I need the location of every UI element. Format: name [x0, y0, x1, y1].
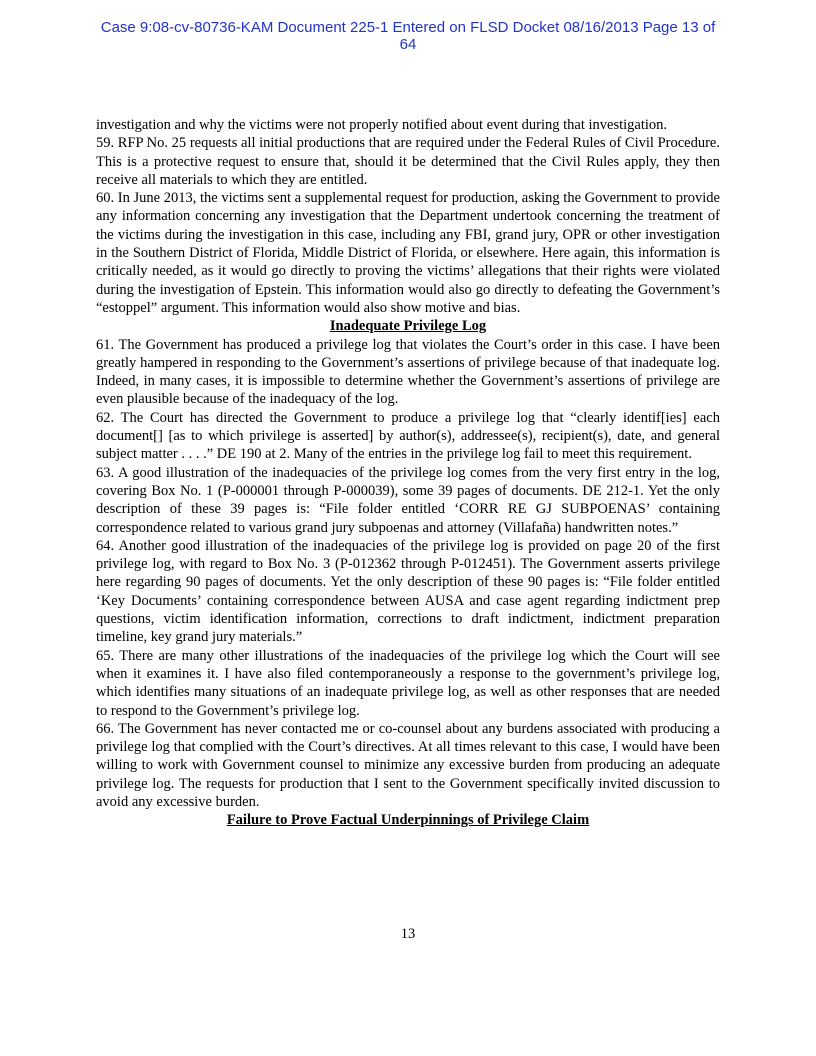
section-heading-failure-to-prove: Failure to Prove Factual Underpinnings of Privilege Claim [226, 812, 590, 829]
paragraph-65: 65. There are many other illustrations of the inadequacies of the privilege log which the Court will see when it examines it. I have also filed contemporaneously a response to the government’s privilege log, which identifies many situations of an inadequate privilege log, as well as other responses that are needed to respond to the Government’s privilege log. [96, 647, 720, 719]
section-heading-inadequate-privilege-log: Inadequate Privilege Log [329, 318, 487, 335]
page-number: 13 [400, 926, 416, 942]
paragraph-64: 64. Another good illustration of the inadequacies of the privilege log is provided on page 20 of the first privilege log, with regard to Box No. 3 (P-012362 through P-012451). The Government asserts privilege here regarding 90 pages of documents. Yet the only description of these 90 pages is: “File folder entitled ‘Key Documents’ containing correspondence between AUSA and case agent regarding indictment prep questions, victim identification information, corrections to draft indictment, indictment preparation timeline, key grand jury materials.” [96, 537, 720, 646]
paragraph-60: 60. In June 2013, the victims sent a supplemental request for production, asking the Government to provide any information concerning any investigation that the Department undertook concerning the treatment of the victims during the investigation in this case, including any FBI, grand jury, OPR or other investigation in the Southern District of Florida, Middle District of Florida, or elsewhere. Here again, this information is critically needed, as it would go directly to proving the victims’ allegations that their rights were violated during the investigation of Epstein. This information would also go directly to defeating the Government’s “estoppel” argument. This information would also show motive and bias. [96, 190, 720, 316]
docket-header-line-1: Case 9:08-cv-80736-KAM Document 225-1 Entered on FLSD Docket 08/16/2013 Page 13 of [100, 19, 716, 36]
paragraph-63: 63. A good illustration of the inadequacies of the privilege log comes from the very first entry in the log, covering Box No. 1 (P-000001 through P-000039), some 39 pages of documents. DE 212-1. Yet the only description of these 39 pages is: “File folder entitled ‘CORR RE GJ SUBPOENAS’ containing correspondence related to various grand jury subpoenas and attorney (Villafaña) handwritten notes.” [96, 464, 720, 536]
docket-header [40, 19, 776, 53]
paragraph-62: 62. The Court has directed the Government to produce a privilege log that “clearly identif[ies] each document[] [as to which privilege is asserted] by author(s), addressee(s), recipient(s), date, and general subject matter . . . .” DE 190 at 2. Many of the entries in the privilege log fail to meet this requirement. [96, 409, 720, 463]
paragraph-continuation: investigation and why the victims were not properly notified about event during that investigation. [96, 117, 668, 133]
paragraph-61: 61. The Government has produced a privilege log that violates the Court’s order in this case. I have been greatly hampered in responding to the Government’s assertions of privilege because of that inadequate log. Indeed, in many cases, it is impossible to determine whether the Government’s assertions of privilege are even plausible because of the inadequacy of the log. [96, 336, 720, 408]
paragraph-66: 66. The Government has never contacted me or co-counsel about any burdens associated with producing a privilege log that complied with the Court’s directives. At all times relevant to this case, I would have been willing to work with Government counsel to minimize any excessive burden from producing an adequate privilege log. The requests for production that I sent to the Government specifically invited discussion to avoid any excessive burden. [96, 720, 720, 810]
paragraph-59: 59. RFP No. 25 requests all initial productions that are required under the Federal Rules of Civil Procedure. This is a protective request to ensure that, should it be determined that the Civil Rules apply, they then receive all materials to which they are entitled. [96, 135, 720, 188]
docket-header-line-2: 64 [399, 36, 417, 53]
document-body [96, 116, 720, 830]
